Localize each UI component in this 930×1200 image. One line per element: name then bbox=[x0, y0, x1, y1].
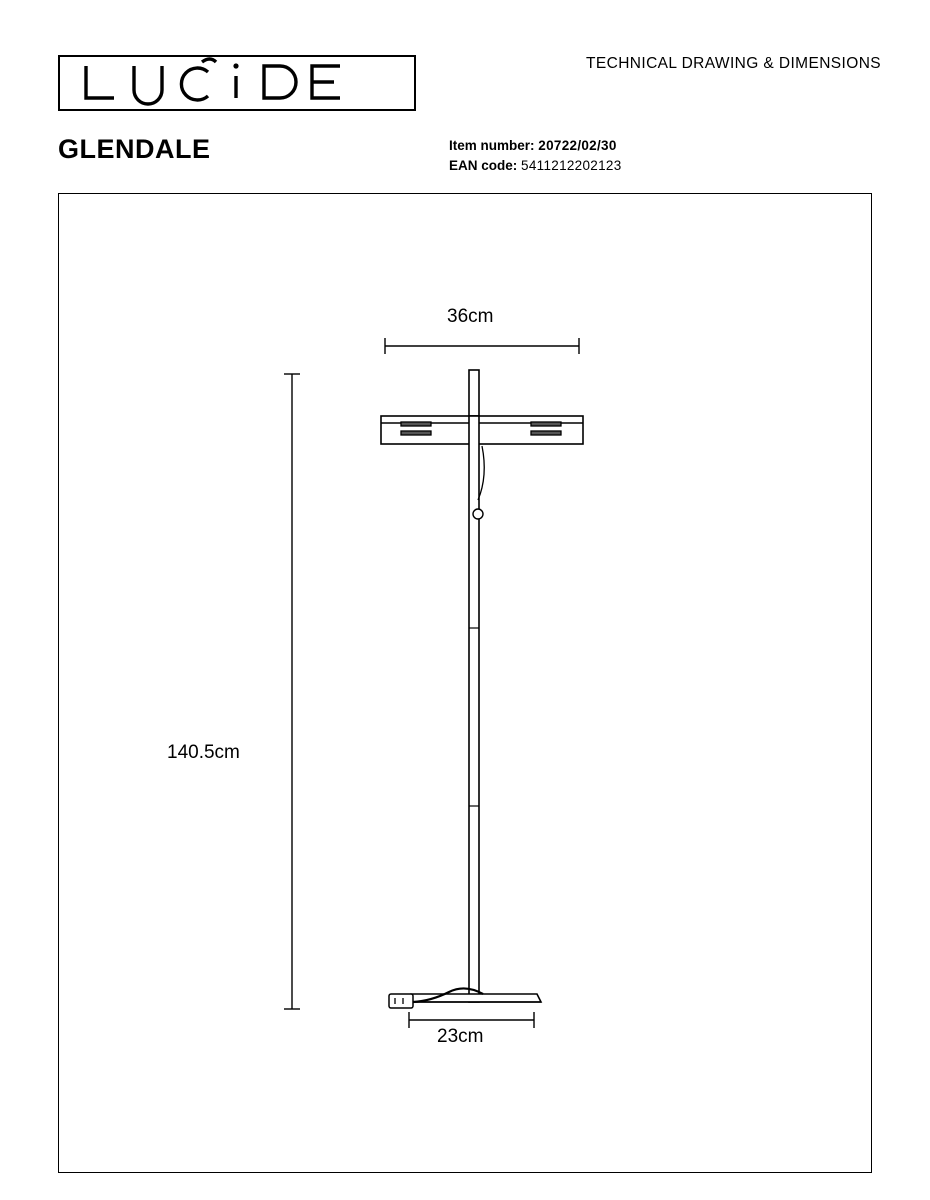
dimension-label-width-top: 36cm bbox=[447, 306, 494, 327]
top-dimension-line bbox=[385, 338, 579, 354]
pull-cord-ring bbox=[473, 509, 483, 519]
item-number-value: 20722/02/30 bbox=[538, 138, 617, 153]
item-number-label: Item number: bbox=[449, 138, 535, 153]
technical-drawing-frame bbox=[58, 193, 872, 1173]
lamp-drawing bbox=[381, 370, 583, 1008]
power-plug bbox=[389, 994, 413, 1008]
product-meta bbox=[449, 136, 622, 176]
document-type-label: TECHNICAL DRAWING & DIMENSIONS bbox=[586, 55, 882, 72]
item-number-row bbox=[449, 136, 622, 156]
left-dimension-line bbox=[284, 374, 300, 1009]
dimension-label-height: 140.5cm bbox=[167, 742, 240, 763]
ean-code-row bbox=[449, 156, 622, 176]
ean-code-value: 5411212202123 bbox=[521, 158, 622, 173]
dimension-label-base-width: 23cm bbox=[437, 1026, 484, 1047]
ean-code-label: EAN code: bbox=[449, 158, 518, 173]
page-title: GLENDALE bbox=[58, 134, 211, 164]
brand-logo-icon bbox=[58, 46, 418, 120]
